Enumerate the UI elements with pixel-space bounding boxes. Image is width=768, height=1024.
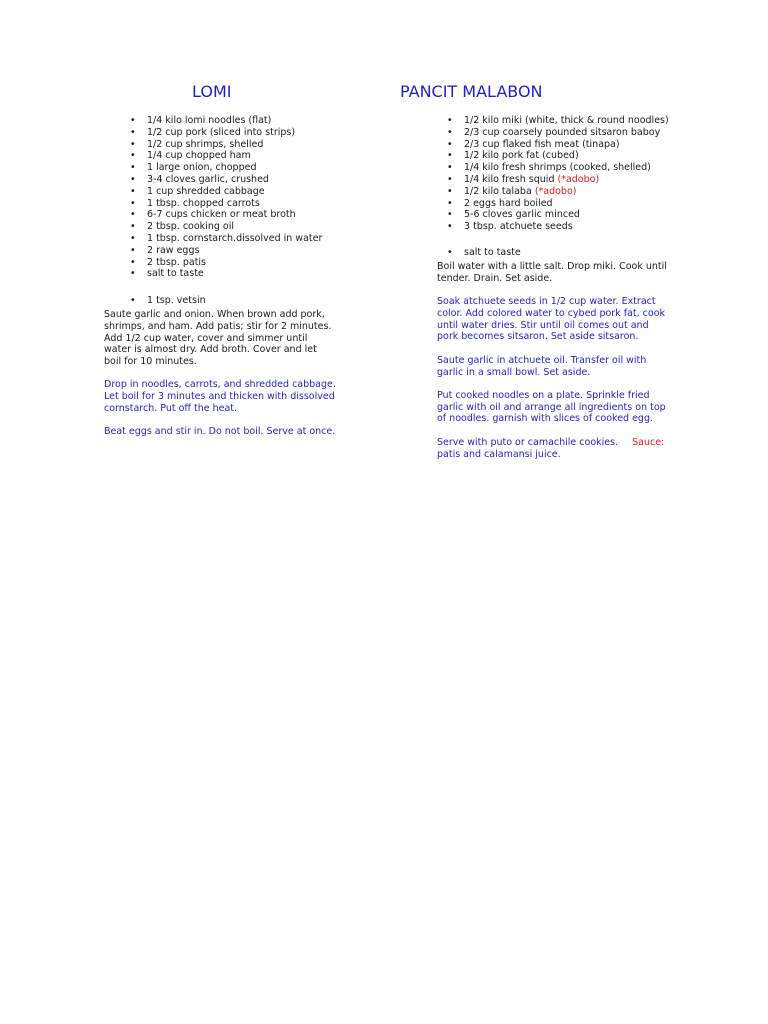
adobo-note: (*adobo) <box>534 185 577 197</box>
adobo-note: (*adobo) <box>557 173 600 185</box>
lomi-ingredient-list <box>104 115 322 280</box>
list-item: • 1 large onion, chopped <box>104 162 322 174</box>
lomi-step-2: Drop in noodles, carrots, and shredded cabbage. Let boil for 3 minutes and thicken with dissolved cornstarch. Put off the heat. <box>104 379 336 415</box>
list-item: • 1/4 kilo lomi noodles (flat) <box>104 115 322 127</box>
list-item: • 1/2 kilo pork fat (cubed) <box>421 150 669 162</box>
lomi-instructions <box>104 309 336 450</box>
list-item: • 1/2 cup shrimps, shelled <box>104 139 322 151</box>
malabon-step-3: Saute garlic in atchuete oil. Transfer oil with garlic in a small bowl. Set aside. <box>437 354 647 378</box>
talaba-text: 1/2 kilo talaba <box>464 185 535 197</box>
list-item: • 1/4 kilo fresh shrimps (cooked, shelled) <box>421 162 669 174</box>
list-item: • 1/4 cup chopped ham <box>104 150 322 162</box>
malabon-extra-ingredient <box>421 247 521 259</box>
list-item: • 3-4 cloves garlic, crushed <box>104 174 322 186</box>
malabon-ingredient-list <box>421 115 669 233</box>
malabon-step-2: Soak atchuete seeds in 1/2 cup water. Extract color. Add colored water to cybed pork fat, cook until water dries. Stir until oil comes out and pork becomes sitsaron. Set aside sitsaron. <box>437 296 666 343</box>
list-item: • salt to taste <box>104 268 322 280</box>
sauce-text: patis and calamansi juice. <box>437 448 561 460</box>
list-item: • 3 tbsp. atchuete seeds <box>421 221 669 233</box>
list-item: • 5-6 cloves garlic minced <box>421 209 669 221</box>
lomi-step-3: Beat eggs and stir in. Do not boil. Serve at once. <box>104 426 336 438</box>
malabon-step-1: Boil water with a little salt. Drop miki. Cook until tender. Drain. Set aside. <box>437 261 667 284</box>
list-item: • 2 tbsp. cooking oil <box>104 221 322 233</box>
list-item: • 1 tsp. vetsin <box>104 295 206 307</box>
list-item: • 2/3 cup coarsely pounded sitsaron baboy <box>421 127 669 139</box>
pancit-malabon-title: PANCIT MALABON <box>400 82 543 101</box>
serve-text: Serve with puto or camachile cookies. <box>437 436 619 448</box>
malabon-serve-note <box>437 437 669 461</box>
malabon-instructions <box>437 261 669 472</box>
list-item: • salt to taste <box>421 247 521 259</box>
list-item: • 6-7 cups chicken or meat broth <box>104 209 322 221</box>
list-item: • 1 cup shredded cabbage <box>104 186 322 198</box>
lomi-step-1: Saute garlic and onion. When brown add pork, shrimps, and ham. Add patis; stir for 2 minutes. Add 1/2 cup water, cover and simmer until water is almost dry. Add broth. Cover and let boil for 10 minutes. <box>104 309 332 368</box>
list-item: • 2/3 cup flaked fish meat (tinapa) <box>421 139 669 151</box>
list-item: • 2 tbsp. patis <box>104 257 322 269</box>
list-item <box>421 186 669 198</box>
squid-text: 1/4 kilo fresh squid <box>464 173 558 185</box>
list-item: • 2 raw eggs <box>104 245 322 257</box>
list-item: • 1 tbsp. cornstarch.dissolved in water <box>104 233 322 245</box>
sauce-label: Sauce: <box>632 436 665 448</box>
list-item: • 1/2 cup pork (sliced into strips) <box>104 127 322 139</box>
list-item: • 2 eggs hard boiled <box>421 198 669 210</box>
list-item: • 1/2 kilo miki (white, thick & round noodles) <box>421 115 669 127</box>
lomi-title: LOMI <box>192 82 232 101</box>
lomi-extra-ingredient <box>104 295 206 307</box>
list-item: • 1 tbsp. chopped carrots <box>104 198 322 210</box>
list-item <box>421 174 669 186</box>
malabon-step-4: Put cooked noodles on a plate. Sprinkle fried garlic with oil and arrange all ingredients on top of noodles. garnish with slices of cooked egg. <box>437 389 666 425</box>
